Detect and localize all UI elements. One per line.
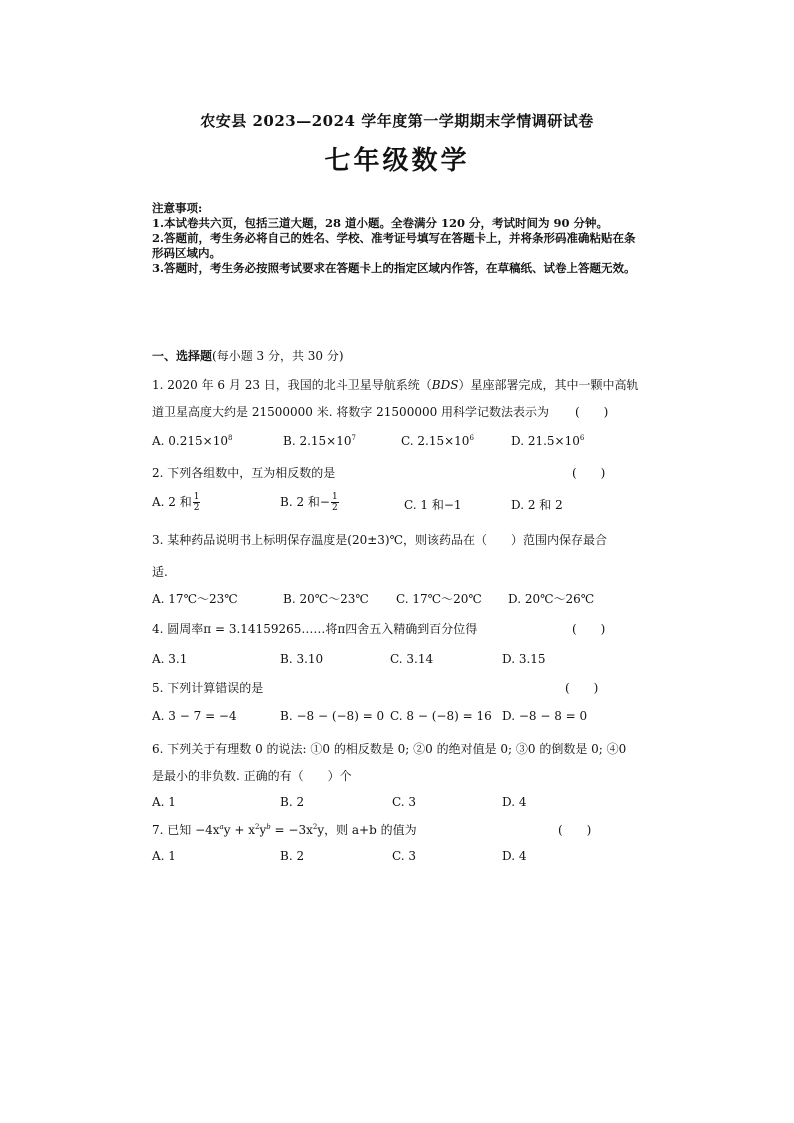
q2-option-b: B. 2 和− $\frac{1}{2}$: [280, 492, 338, 513]
q7-option-a: A. 1: [152, 849, 176, 863]
q1-option-b: B. $2.15\times 10^7$: [283, 434, 356, 448]
q6-stem-line1: 6. 下列关于有理数 0 的说法: ①0 的相反数是 0; ②0 的绝对值是 0; ③0 的倒数是 0; ④0: [152, 742, 627, 756]
q5-stem: 5. 下列计算错误的是: [152, 681, 264, 695]
q4-option-c: C. 3.14: [390, 652, 434, 666]
subject-title: 七年级数学: [324, 146, 470, 176]
q2-answer-paren: ( ): [572, 466, 606, 480]
q2-option-c: C. 1 和−1: [404, 498, 462, 512]
exam-title: 农安县 2023—2024 学年度第一学期期末学情调研试卷: [200, 112, 594, 130]
q7-option-c: C. 3: [392, 849, 417, 863]
notice-block: [152, 201, 642, 276]
q5-option-d: D. −8 − 8 = 0: [502, 709, 588, 723]
q7-option-b: B. 2: [280, 849, 305, 863]
q5-answer-paren: ( ): [565, 681, 599, 695]
q6-option-c: C. 3: [392, 795, 417, 809]
section-note: (每小题 3 分，共 30 分): [212, 349, 344, 363]
q3-stem-line2: 适.: [152, 565, 168, 579]
q5-option-b: B. −8 − (−8) = 0: [280, 709, 385, 723]
q7-option-d: D. 4: [502, 849, 527, 863]
q1-option-a: A. $0.215\times 10^8$: [152, 434, 233, 448]
q1-option-d: D. $21.5\times 10^6$: [511, 434, 585, 448]
q5-option-a: A. 3 − 7 = −4: [152, 709, 237, 723]
q2-stem: 2. 下列各组数中，互为相反数的是: [152, 466, 336, 480]
q4-answer-paren: ( ): [572, 622, 606, 636]
q1-stem-line2: 道卫星高度大约是 21500000 米. 将数字 21500000 用科学记数法表示为: [152, 405, 550, 419]
q6-option-a: A. 1: [152, 795, 176, 809]
q1-option-c: C. $2.15\times 10^6$: [401, 434, 474, 448]
q3-option-b: B. 20℃～23℃: [283, 592, 369, 606]
section-title: 一、选择题: [152, 349, 213, 363]
q4-option-a: A. 3.1: [152, 652, 188, 666]
q3-option-d: D. 20℃～26℃: [508, 592, 595, 606]
q4-option-d: D. 3.15: [502, 652, 546, 666]
section-heading: [152, 347, 344, 364]
q1-stem-line1: 1. 2020 年 6 月 23 日，我国的北斗卫星导航系统（BDS）星座部署完成，其中一颗中高轨: [152, 378, 639, 392]
notice-item-3: 3.答题时，考生务必按照考试要求在答题卡上的指定区域内作答，在草稿纸、试卷上答题无效。: [152, 261, 636, 275]
q6-stem-line2: 是最小的非负数. 正确的有（ ）个: [152, 769, 352, 783]
notice-item-2: 2.答题前，考生务必将自己的姓名、学校、准考证号填写在答题卡上，并将条形码准确粘贴在条形码区域内。: [152, 231, 636, 260]
q3-option-a: A. 17℃～23℃: [152, 592, 238, 606]
q1-answer-paren: ( ): [575, 405, 609, 419]
q4-stem: 4. 圆周率π = 3.14159265……将π四舍五入精确到百分位得: [152, 622, 478, 636]
q7-answer-paren: ( ): [558, 823, 592, 837]
q7-stem: 7. 已知 $-4x^ay + x^2y^b = -3x^2y$，则 a+b 的值为: [152, 823, 417, 837]
notice-item-1: 1.本试卷共六页，包括三道大题，28 道小题。全卷满分 120 分，考试时间为 90 分钟。: [152, 216, 609, 230]
q4-option-b: B. 3.10: [280, 652, 324, 666]
q5-option-c: C. 8 − (−8) = 16: [390, 709, 492, 723]
q1-bds: BDS: [431, 378, 459, 392]
q6-option-d: D. 4: [502, 795, 527, 809]
q6-option-b: B. 2: [280, 795, 305, 809]
q3-option-c: C. 17℃～20℃: [396, 592, 482, 606]
q2-option-d: D. 2 和 2: [511, 498, 563, 512]
q2-option-a: A. 2 和 $\frac{1}{2}$: [152, 492, 200, 513]
q3-stem-line1: 3. 某种药品说明书上标明保存温度是(20±3)℃，则该药品在（ ）范围内保存最合: [152, 533, 608, 547]
notice-heading: 注意事项:: [152, 201, 203, 215]
